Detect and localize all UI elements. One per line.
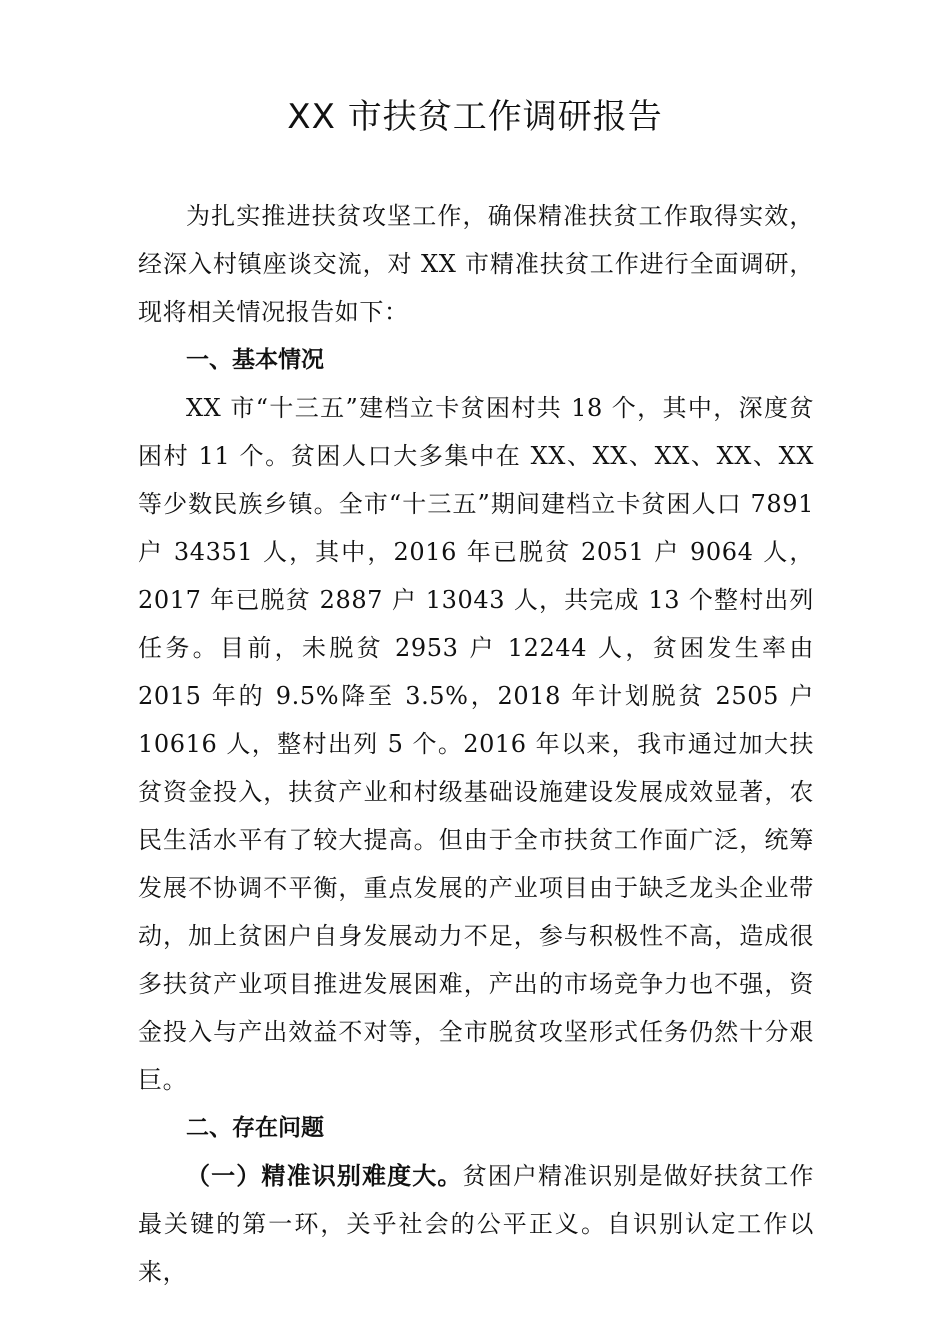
- problem-1-text: 贫困户精准识别是做好扶贫工作最关键的第一环，关乎社会的公平正义。自识别认定工作以来，: [138, 1162, 814, 1286]
- document-body: [138, 192, 814, 1296]
- intro-paragraph: 为扎实推进扶贫攻坚工作，确保精准扶贫工作取得实效，经深入村镇座谈交流，对 XX 市精准扶贫工作进行全面调研，现将相关情况报告如下：: [138, 202, 814, 326]
- section-heading-existing-problems: 二、存在问题: [186, 1115, 324, 1141]
- document-title: XX 市扶贫工作调研报告: [287, 97, 663, 137]
- problem-1-paragraph: [138, 1152, 814, 1296]
- problem-1-lead: （一）精准识别难度大。: [186, 1162, 463, 1190]
- section-heading-basic-situation: 一、基本情况: [186, 347, 324, 373]
- basic-situation-paragraph: XX 市“十三五”建档立卡贫困村共 18 个，其中，深度贫困村 11 个。贫困人口大多集中在 XX、XX、XX、XX、XX 等少数民族乡镇。全市“十三五”期间建档立卡贫困人口 7891 户 34351 人，其中，2016 年已脱贫 2051 户 9064 人，2017 年已脱贫 2887 户 13043 人，共完成 13 个整村出列任务。目前，未脱贫 2953 户 12244 人，贫困发生率由 2015 年的 9.5%降至 3.5%，2018 年计划脱贫 2505 户 10616 人，整村出列 5 个。2016 年以来，我市通过加大扶贫资金投入，扶贫产业和村级基础设施建设发展成效显著，农民生活水平有了较大提高。但由于全市扶贫工作面广泛，统筹发展不协调不平衡，重点发展的产业项目由于缺乏龙头企业带动，加上贫困户自身发展动力不足，参与积极性不高，造成很多扶贫产业项目推进发展困难，产出的市场竞争力也不强，资金投入与产出效益不对等，全市脱贫攻坚形式任务仍然十分艰巨。: [138, 394, 814, 1094]
